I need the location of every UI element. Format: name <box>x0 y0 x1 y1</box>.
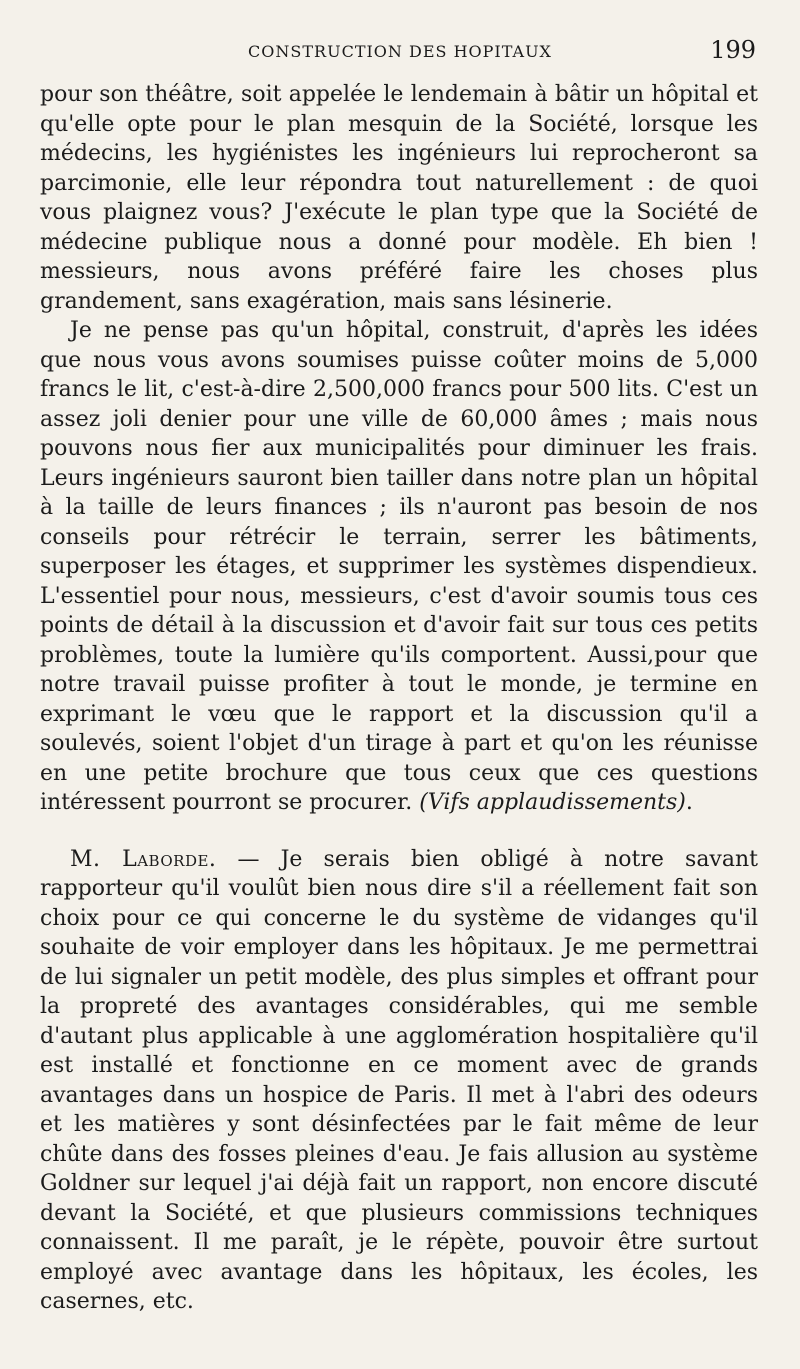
paragraph-continuation <box>40 80 758 316</box>
paragraph-text: pour son théâtre, soit appelée le lendemain à bâtir un hôpital et qu'elle opte pour le plan mesquin de la Société, lorsque les médecins, les hygiénistes les ingénieurs lui reprocheront sa parcimonie, elle leur répondra tout naturellement : de quoi vous plaignez vous? J'exécute le plan type que la Société de médecine publique nous a donné pour modèle. Eh bien ! messieurs, nous avons préféré faire les choses plus grandement, sans exagération, mais sans lésinerie. <box>40 82 758 314</box>
running-title: CONSTRUCTION DES HOPITAUX <box>248 42 552 61</box>
paragraph-laborde <box>40 845 758 1317</box>
page-header <box>40 38 760 68</box>
paragraph-end: . <box>685 790 693 815</box>
applause-note: (Vifs applaudissements) <box>419 790 686 815</box>
paragraph-text: — Je serais bien obligé à notre savant rapporteur qu'il voulût bien nous dire s'il a réellement fait son choix pour ce qui concerne le du système de vidanges qu'il souhaite de voir employer dans les hôpitaux. Je me permettrai de lui signaler un petit modèle, des plus simples et offrant pour la propreté des avantages considérables, qui me semble d'autant plus applicable à une agglomération hospitalière qu'il est installé et fonctionne en ce moment avec de grands avantages dans un hospice de Paris. Il met à l'abri des odeurs et les matières y sont désinfectées par le fait même de leur chûte dans des fosses pleines d'eau. Je fais allusion au système Goldner sur lequel j'ai déjà fait un rapport, non encore discuté devant la Société, et que plusieurs commissions techniques connaissent. Il me paraît, je le répète, pouvoir être surtout employé avec avantage dans les hôpitaux, les écoles, les casernes, etc. <box>40 846 758 1314</box>
paragraph-cost-estimate <box>40 316 758 818</box>
body-text <box>40 80 758 1317</box>
paragraph-gap <box>40 818 758 845</box>
page-number: 199 <box>710 36 756 64</box>
paragraph-text: Je ne pense pas qu'un hôpital, construit, d'après les idées que nous vous avons soumises puisse coûter moins de 5,000 francs le lit, c'est-à-dire 2,500,000 francs pour 500 lits. C'est un assez joli denier pour une ville de 60,000 âmes ; mais nous pouvons nous fier aux municipalités pour diminuer les frais. Leurs ingénieurs sauront bien tailler dans notre plan un hôpital à la taille de leurs finances ; ils n'auront pas besoin de nos conseils pour rétrécir le terrain, serrer les bâtiments, superposer les étages, et supprimer les systèmes dispendieux. L'essentiel pour nous, messieurs, c'est d'avoir soumis tous ces points de détail à la discussion et d'avoir fait sur tous ces petits problèmes, toute la lumière qu'ils comportent. Aussi,pour que notre travail puisse profiter à tout le monde, je termine en exprimant le vœu que le rapport et la discussion qu'il a soulevés, soient l'objet d'un tirage à part et qu'on les réunisse en une petite brochure que tous ceux que ces questions intéressent pourront se procurer. <box>40 318 758 815</box>
speaker-name: M. Laborde. <box>70 846 217 872</box>
